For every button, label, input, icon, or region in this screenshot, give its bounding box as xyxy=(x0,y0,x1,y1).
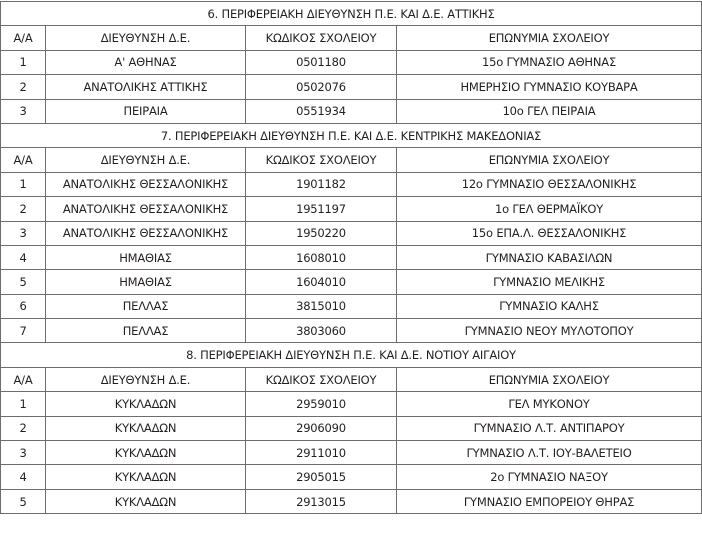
cell-directorate: ΚΥΚΛΑΔΩΝ xyxy=(46,416,246,440)
cell-aa: 2 xyxy=(1,75,46,99)
cell-school-code: 2905015 xyxy=(246,465,397,489)
cell-aa: 1 xyxy=(1,50,46,74)
column-header-row xyxy=(1,367,702,391)
cell-aa: 4 xyxy=(1,465,46,489)
section-title: 8. ΠΕΡΙΦΕΡΕΙΑΚΗ ΔΙΕΥΘΥΝΣΗ Π.Ε. ΚΑΙ Δ.Ε. ΝΟΤΙΟΥ ΑΙΓΑΙΟΥ xyxy=(1,343,702,367)
cell-aa: 6 xyxy=(1,294,46,318)
cell-school-code: 0551934 xyxy=(246,99,397,123)
cell-school-code: 0502076 xyxy=(246,75,397,99)
header-school-name: ΕΠΩΝΥΜΙΑ ΣΧΟΛΕΙΟΥ xyxy=(397,367,702,391)
cell-directorate: ΑΝΑΤΟΛΙΚΗΣ ΑΤΤΙΚΗΣ xyxy=(46,75,246,99)
table-row xyxy=(1,197,702,221)
cell-aa: 2 xyxy=(1,197,46,221)
cell-directorate: ΑΝΑΤΟΛΙΚΗΣ ΘΕΣΣΑΛΟΝΙΚΗΣ xyxy=(46,197,246,221)
cell-directorate: ΚΥΚΛΑΔΩΝ xyxy=(46,489,246,513)
cell-directorate: ΑΝΑΤΟΛΙΚΗΣ ΘΕΣΣΑΛΟΝΙΚΗΣ xyxy=(46,172,246,196)
cell-directorate: ΗΜΑΘΙΑΣ xyxy=(46,245,246,269)
column-header-row xyxy=(1,26,702,50)
cell-directorate: ΗΜΑΘΙΑΣ xyxy=(46,270,246,294)
cell-aa: 3 xyxy=(1,441,46,465)
section-title: 6. ΠΕΡΙΦΕΡΕΙΑΚΗ ΔΙΕΥΘΥΝΣΗ Π.Ε. ΚΑΙ Δ.Ε. ΑΤΤΙΚΗΣ xyxy=(1,2,702,26)
cell-school-name: 10ο ΓΕΛ ΠΕΙΡΑΙΑ xyxy=(397,99,702,123)
header-school-name: ΕΠΩΝΥΜΙΑ ΣΧΟΛΕΙΟΥ xyxy=(397,148,702,172)
cell-school-code: 1604010 xyxy=(246,270,397,294)
table-row xyxy=(1,319,702,343)
cell-school-name: 12ο ΓΥΜΝΑΣΙΟ ΘΕΣΣΑΛΟΝΙΚΗΣ xyxy=(397,172,702,196)
cell-aa: 5 xyxy=(1,270,46,294)
cell-school-code: 1950220 xyxy=(246,221,397,245)
cell-school-name: 1ο ΓΕΛ ΘΕΡΜΑΪΚΟΥ xyxy=(397,197,702,221)
cell-directorate: ΠΕΙΡΑΙΑ xyxy=(46,99,246,123)
header-school-code: ΚΩΔΙΚΟΣ ΣΧΟΛΕΙΟΥ xyxy=(246,367,397,391)
header-aa: Α/Α xyxy=(1,367,46,391)
header-directorate: ΔΙΕΥΘΥΝΣΗ Δ.Ε. xyxy=(46,367,246,391)
section-title-row xyxy=(1,2,702,26)
cell-school-name: ΓΥΜΝΑΣΙΟ Λ.Τ. ΙΟΥ-ΒΑΛΕΤΕΙΟ xyxy=(397,441,702,465)
cell-school-name: ΓΥΜΝΑΣΙΟ ΝΕΟΥ ΜΥΛΟΤΟΠΟΥ xyxy=(397,319,702,343)
cell-school-code: 2906090 xyxy=(246,416,397,440)
cell-school-name: 2ο ΓΥΜΝΑΣΙΟ ΝΑΞΟΥ xyxy=(397,465,702,489)
header-directorate: ΔΙΕΥΘΥΝΣΗ Δ.Ε. xyxy=(46,26,246,50)
cell-school-name: ΓΥΜΝΑΣΙΟ ΜΕΛΙΚΗΣ xyxy=(397,270,702,294)
cell-aa: 3 xyxy=(1,221,46,245)
cell-school-code: 2913015 xyxy=(246,489,397,513)
cell-school-code: 3803060 xyxy=(246,319,397,343)
cell-aa: 2 xyxy=(1,416,46,440)
header-directorate: ΔΙΕΥΘΥΝΣΗ Δ.Ε. xyxy=(46,148,246,172)
header-school-name: ΕΠΩΝΥΜΙΑ ΣΧΟΛΕΙΟΥ xyxy=(397,26,702,50)
table-row xyxy=(1,416,702,440)
section-title-row xyxy=(1,123,702,147)
table-row xyxy=(1,75,702,99)
schools-table-body xyxy=(1,2,702,514)
table-row xyxy=(1,489,702,513)
cell-school-name: ΓΥΜΝΑΣΙΟ ΕΜΠΟΡΕΙΟΥ ΘΗΡΑΣ xyxy=(397,489,702,513)
table-row xyxy=(1,245,702,269)
cell-directorate: ΑΝΑΤΟΛΙΚΗΣ ΘΕΣΣΑΛΟΝΙΚΗΣ xyxy=(46,221,246,245)
table-row xyxy=(1,392,702,416)
table-row xyxy=(1,221,702,245)
table-row xyxy=(1,441,702,465)
table-row xyxy=(1,465,702,489)
cell-school-code: 0501180 xyxy=(246,50,397,74)
table-row xyxy=(1,270,702,294)
cell-school-code: 2911010 xyxy=(246,441,397,465)
cell-directorate: ΚΥΚΛΑΔΩΝ xyxy=(46,441,246,465)
cell-aa: 3 xyxy=(1,99,46,123)
cell-school-code: 1901182 xyxy=(246,172,397,196)
header-school-code: ΚΩΔΙΚΟΣ ΣΧΟΛΕΙΟΥ xyxy=(246,26,397,50)
cell-directorate: ΚΥΚΛΑΔΩΝ xyxy=(46,465,246,489)
schools-table xyxy=(0,1,702,514)
table-row xyxy=(1,294,702,318)
cell-directorate: ΠΕΛΛΑΣ xyxy=(46,294,246,318)
header-aa: Α/Α xyxy=(1,148,46,172)
cell-directorate: ΚΥΚΛΑΔΩΝ xyxy=(46,392,246,416)
table-row xyxy=(1,99,702,123)
table-row xyxy=(1,172,702,196)
cell-school-name: 15ο ΓΥΜΝΑΣΙΟ ΑΘΗΝΑΣ xyxy=(397,50,702,74)
cell-school-code: 1608010 xyxy=(246,245,397,269)
cell-school-name: 15ο ΕΠΑ.Λ. ΘΕΣΣΑΛΟΝΙΚΗΣ xyxy=(397,221,702,245)
cell-aa: 5 xyxy=(1,489,46,513)
cell-directorate: ΠΕΛΛΑΣ xyxy=(46,319,246,343)
cell-school-code: 3815010 xyxy=(246,294,397,318)
header-aa: Α/Α xyxy=(1,26,46,50)
column-header-row xyxy=(1,148,702,172)
cell-school-name: ΗΜΕΡΗΣΙΟ ΓΥΜΝΑΣΙΟ ΚΟΥΒΑΡΑ xyxy=(397,75,702,99)
section-title-row xyxy=(1,343,702,367)
cell-aa: 4 xyxy=(1,245,46,269)
table-row xyxy=(1,50,702,74)
cell-aa: 7 xyxy=(1,319,46,343)
header-school-code: ΚΩΔΙΚΟΣ ΣΧΟΛΕΙΟΥ xyxy=(246,148,397,172)
cell-directorate: Α' ΑΘΗΝΑΣ xyxy=(46,50,246,74)
cell-school-name: ΓΥΜΝΑΣΙΟ ΚΑΒΑΣΙΛΩΝ xyxy=(397,245,702,269)
cell-school-code: 1951197 xyxy=(246,197,397,221)
cell-aa: 1 xyxy=(1,172,46,196)
cell-school-name: ΓΥΜΝΑΣΙΟ ΚΑΛΗΣ xyxy=(397,294,702,318)
section-title: 7. ΠΕΡΙΦΕΡΕΙΑΚΗ ΔΙΕΥΘΥΝΣΗ Π.Ε. ΚΑΙ Δ.Ε. ΚΕΝΤΡΙΚΗΣ ΜΑΚΕΔΟΝΙΑΣ xyxy=(1,123,702,147)
cell-school-name: ΓΕΛ ΜΥΚΟΝΟΥ xyxy=(397,392,702,416)
cell-school-name: ΓΥΜΝΑΣΙΟ Λ.Τ. ΑΝΤΙΠΑΡΟΥ xyxy=(397,416,702,440)
cell-school-code: 2959010 xyxy=(246,392,397,416)
cell-aa: 1 xyxy=(1,392,46,416)
